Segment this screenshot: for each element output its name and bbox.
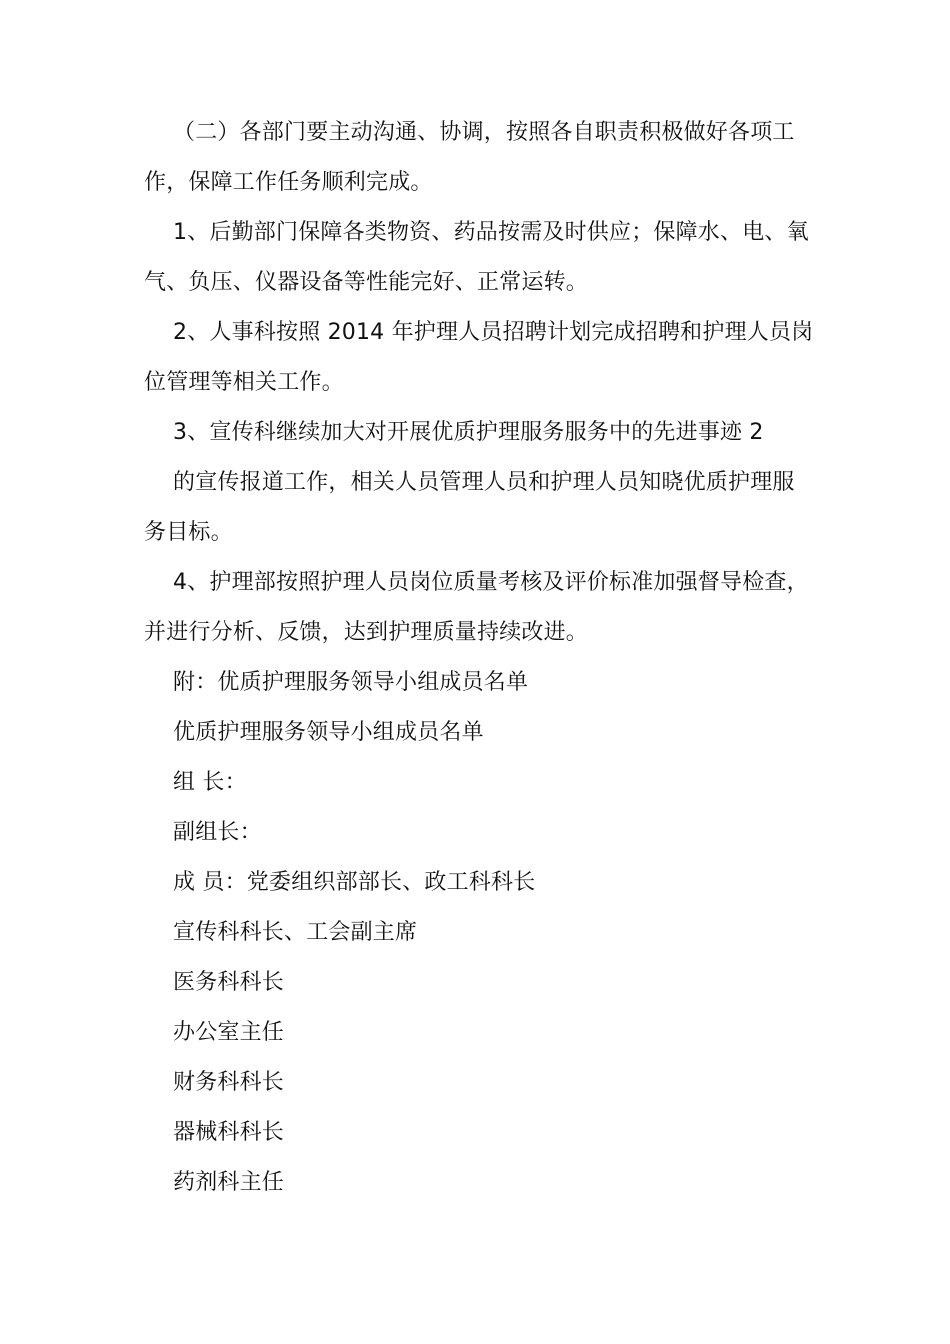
- paragraph-2-line-2: 作，保障工作任务顺利完成。: [144, 170, 433, 195]
- item-2-line-1: 2、人事科按照 2014 年护理人员招聘计划完成招聘和护理人员岗: [173, 320, 814, 345]
- item-3-line-3: 务目标。: [144, 520, 233, 545]
- item-1-line-2: 气、负压、仪器设备等性能完好、正常运转。: [144, 270, 589, 295]
- attachment-note: 附：优质护理服务领导小组成员名单: [173, 670, 529, 695]
- member-line: 财务科科长: [173, 1070, 285, 1095]
- item-2-line-2: 位管理等相关工作。: [144, 370, 344, 395]
- member-line: 药剂科主任: [173, 1170, 285, 1195]
- member-line: 器械科科长: [173, 1120, 285, 1145]
- paragraph-2-line-1: （二）各部门要主动沟通、协调，按照各自职责积极做好各项工: [173, 120, 795, 145]
- item-4-line-1: 4、护理部按照护理人员岗位质量考核及评价标准加强督导检查，: [173, 570, 809, 595]
- member-line: 宣传科科长、工会副主席: [173, 920, 418, 945]
- item-4-line-2: 并进行分析、反馈，达到护理质量持续改进。: [144, 620, 589, 645]
- member-line: 医务科科长: [173, 970, 285, 995]
- item-3-line-1: 3、宣传科继续加大对开展优质护理服务服务中的先进事迹 2: [173, 420, 764, 445]
- leader-row: 组 长：: [173, 770, 247, 795]
- item-1-line-1: 1、后勤部门保障各类物资、药品按需及时供应；保障水、电、氧: [173, 220, 809, 245]
- members-row: 成 员：党委组织部部长、政工科科长: [173, 870, 536, 895]
- item-3-line-2: 的宣传报道工作，相关人员管理人员和护理人员知晓优质护理服: [173, 470, 795, 495]
- member-line: 办公室主任: [173, 1020, 285, 1045]
- deputy-leader-row: 副组长：: [173, 820, 262, 845]
- list-title: 优质护理服务领导小组成员名单: [173, 720, 484, 745]
